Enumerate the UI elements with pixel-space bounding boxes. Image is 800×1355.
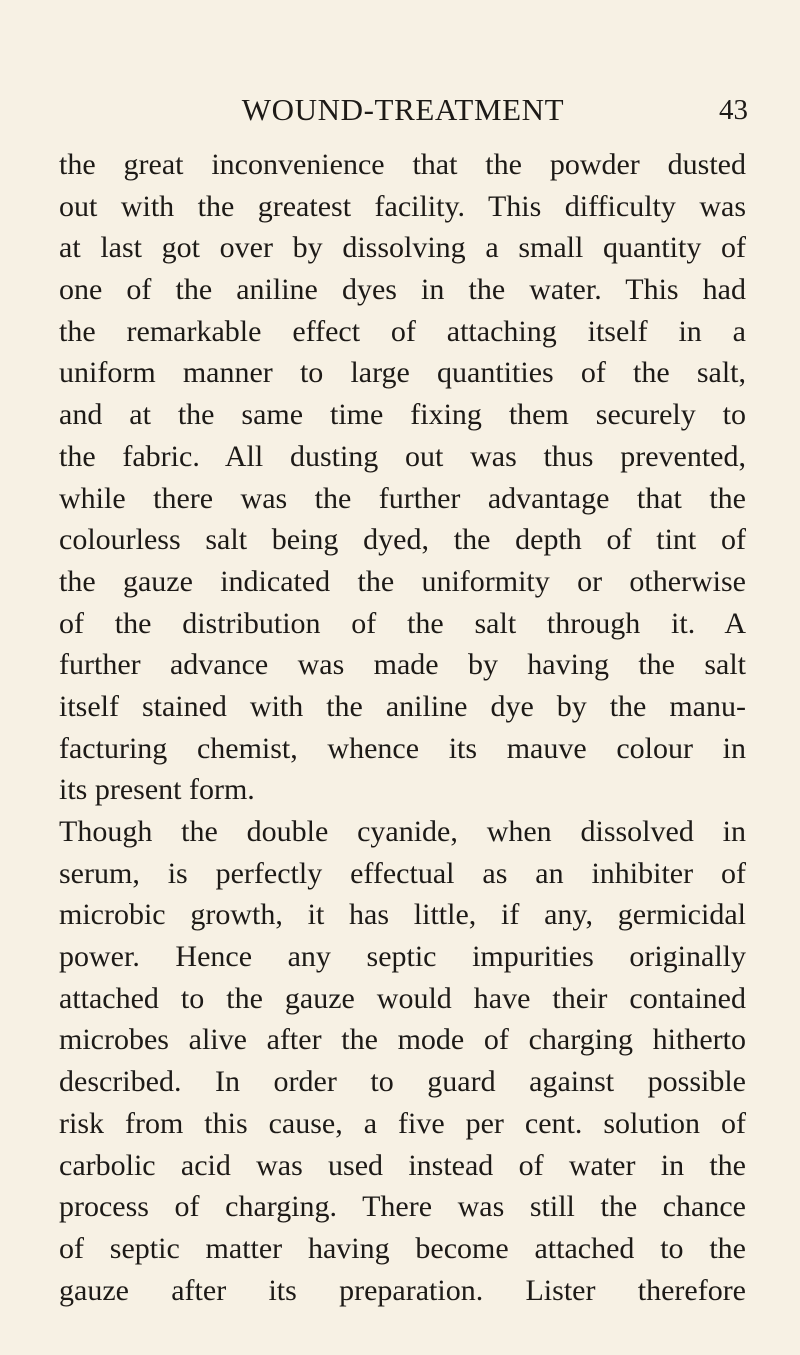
text-line: of septic matter having become attached to the [59,1231,746,1265]
text-line: the remarkable effect of attaching itself in a [59,314,746,348]
text-line: process of charging. There was still the chance [59,1190,746,1224]
text-line: of the distribution of the salt through it. A [59,606,746,640]
text-line: and at the same time fixing them securely to [59,398,746,432]
text-line: one of the aniline dyes in the water. This had [59,273,746,307]
text-line: risk from this cause, a five per cent. solution of [59,1106,746,1140]
text-line: facturing chemist, whence its mauve colour in [59,731,746,765]
text-line: the gauze indicated the uniformity or otherwise [59,564,746,598]
page-number: 43 [719,94,748,126]
paragraph-start-line: Though the double cyanide, when dissolved in [59,815,746,848]
text-line: uniform manner to large quantities of the salt, [59,356,746,390]
body-text [59,144,746,1311]
text-line: while there was the further advantage that the [59,481,746,515]
text-line: at last got over by dissolving a small quantity of [59,231,746,265]
text-line: microbes alive after the mode of charging hitherto [59,1023,746,1057]
text-line: power. Hence any septic impurities originally [59,940,746,974]
text-line: microbic growth, it has little, if any, germicidal [59,898,746,932]
text-line: gauze after its preparation. Lister therefore [59,1273,746,1307]
running-header [58,88,748,132]
running-header-title: WOUND-TREATMENT [241,92,565,127]
text-line: the great inconvenience that the powder dusted [59,148,746,181]
text-line: serum, is perfectly effectual as an inhibiter of [59,856,746,890]
text-line: the fabric. All dusting out was thus prevented, [59,439,746,473]
text-line: out with the greatest facility. This difficulty was [59,189,746,223]
paragraph-end-line: its present form. [59,773,255,807]
text-line: itself stained with the aniline dye by the manu- [59,689,746,723]
text-line: further advance was made by having the salt [59,648,746,682]
text-line: described. In order to guard against possible [59,1065,746,1099]
text-line: attached to the gauze would have their contained [59,981,746,1015]
text-line: carbolic acid was used instead of water in the [59,1148,746,1182]
text-line: colourless salt being dyed, the depth of tint of [59,523,746,557]
